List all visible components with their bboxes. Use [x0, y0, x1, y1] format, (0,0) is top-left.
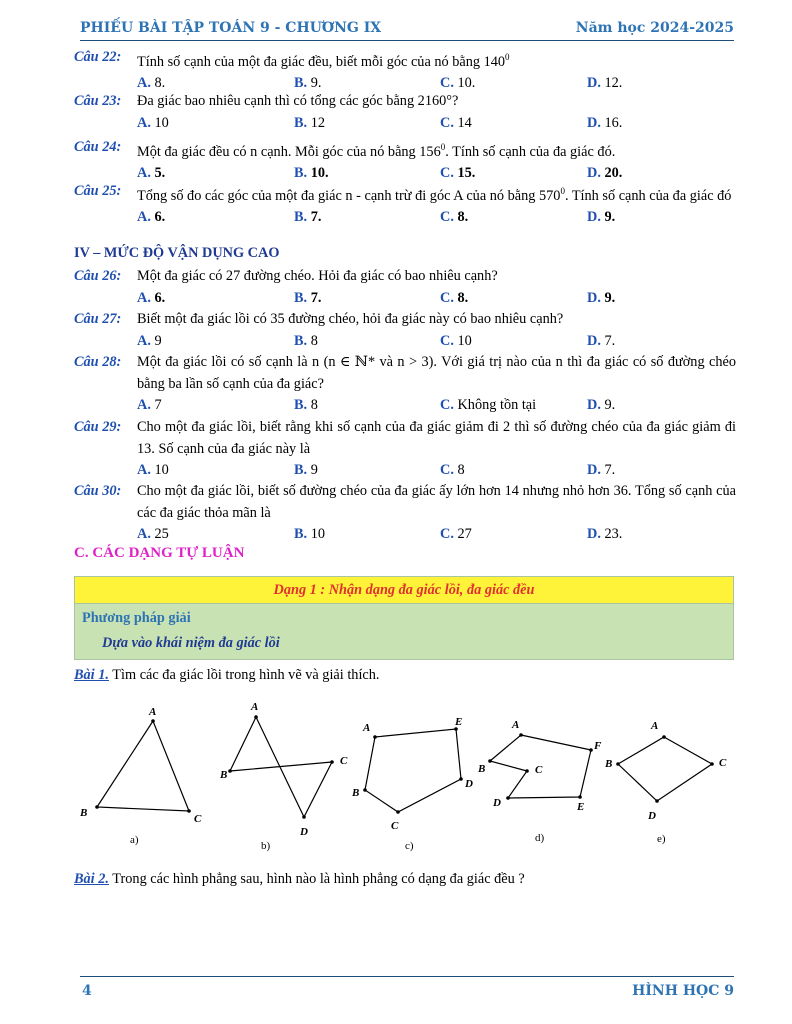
label-b-C: C	[340, 755, 348, 767]
question-label: Câu 26:	[74, 268, 122, 284]
options	[137, 395, 736, 417]
polygon-figures	[0, 695, 792, 865]
option-c: C. 15.	[440, 165, 476, 182]
label-c-D: D	[465, 778, 473, 790]
option-d: D. 7.	[587, 332, 616, 349]
option-d: D. 9.	[587, 289, 616, 306]
option-d: D. 9.	[587, 209, 616, 226]
section-heading-iv: IV – MỨC ĐỘ VẬN DỤNG CAO	[74, 245, 280, 261]
question-text: Cho một đa giác lồi, biết rằng khi số cạnh của đa giác giảm đi 2 thì số đường chéo của đa giác giảm đi 13. Số cạnh của đa giác này là	[137, 419, 736, 457]
question-25	[74, 181, 736, 229]
figure-e-quadrilateral	[618, 737, 712, 801]
option-c: C. 27	[440, 526, 472, 542]
option-a: A. 5.	[137, 165, 166, 182]
footer-subject: HÌNH HỌC 9	[632, 983, 734, 999]
question-text: Tính số cạnh của một đa giác đều, biết mỗi góc của nó bằng $140^0$	[137, 52, 510, 70]
method-heading: Phương pháp giải	[82, 610, 191, 626]
option-d: D. 12.	[587, 75, 623, 92]
option-a: A. 10	[137, 462, 169, 478]
caption-d: d)	[535, 832, 545, 844]
label-b-A: A	[251, 701, 259, 713]
question-23	[74, 91, 736, 134]
options	[137, 524, 736, 546]
question-text: Đa giác bao nhiêu cạnh thì có tổng các góc bằng 2160°?	[137, 93, 459, 109]
question-label: Câu 22:	[74, 49, 122, 65]
question-27	[74, 309, 736, 352]
dang-box	[74, 576, 734, 660]
options	[137, 288, 736, 310]
label-c-A: A	[363, 722, 371, 734]
option-c: C. 8.	[440, 289, 469, 306]
question-label: Câu 28:	[74, 354, 122, 370]
options	[137, 207, 736, 229]
figure-c-pentagon	[365, 729, 461, 812]
label-d-E: E	[577, 801, 585, 813]
label-d-C: C	[535, 764, 543, 776]
option-b: B. 8	[294, 397, 318, 413]
option-c: C. 14	[440, 114, 472, 131]
option-d: D. 9.	[587, 397, 616, 413]
option-c: C. 10	[440, 332, 472, 349]
exercise-label: Bài 2.	[74, 871, 109, 887]
option-d: D. 23.	[587, 526, 623, 542]
page-number: 4	[82, 983, 92, 999]
question-text: Biết một đa giác lồi có 35 đường chéo, hỏi đa giác này có bao nhiêu cạnh?	[137, 311, 564, 327]
option-c: C. 10.	[440, 75, 476, 92]
option-b: B. 10	[294, 526, 325, 542]
question-label: Câu 29:	[74, 419, 122, 435]
label-e-A: A	[651, 720, 659, 732]
question-29	[74, 417, 736, 482]
question-30	[74, 481, 736, 546]
exercise-1	[74, 667, 379, 684]
label-c-C: C	[391, 820, 399, 832]
option-b: B. 9	[294, 462, 318, 478]
dang-method	[75, 604, 733, 659]
question-22	[74, 47, 736, 95]
question-label: Câu 30:	[74, 483, 122, 499]
label-d-A: A	[512, 719, 520, 731]
options	[137, 113, 736, 135]
label-b-B: B	[220, 769, 228, 781]
caption-e: e)	[657, 833, 666, 845]
section-heading-c: C. CÁC DẠNG TỰ LUẬN	[74, 545, 245, 561]
question-label: Câu 27:	[74, 311, 122, 327]
label-c-E: E	[455, 716, 463, 728]
option-c: C. Không tồn tại	[440, 397, 537, 413]
option-a: A. 25	[137, 526, 169, 542]
option-d: D. 16.	[587, 114, 623, 131]
label-d-B: B	[478, 763, 486, 775]
exercise-text: Trong các hình phẳng sau, hình nào là hình phẳng có dạng đa giác đều ?	[112, 871, 525, 887]
exercise-2	[74, 871, 525, 888]
label-a-C: C	[194, 813, 202, 825]
question-text: Tổng số đo các góc của một đa giác n - cạnh trừ đi góc A của nó bằng $570^0$. Tính số cạnh của đa giác đó	[137, 186, 732, 204]
method-hint: Dựa vào khái niệm đa giác lồi	[102, 635, 280, 651]
label-d-F: F	[594, 740, 602, 752]
label-e-D: D	[648, 810, 656, 822]
option-b: B. 7.	[294, 209, 322, 226]
caption-a: a)	[130, 834, 139, 846]
figure-a-triangle	[97, 721, 189, 811]
question-28	[74, 352, 736, 417]
dang-title: Dạng 1 : Nhận dạng đa giác lồi, đa giác đều	[75, 577, 733, 604]
question-label: Câu 23:	[74, 93, 122, 109]
question-text: Một đa giác có 27 đường chéo. Hỏi đa giác có bao nhiêu cạnh?	[137, 268, 498, 284]
options	[137, 331, 736, 353]
question-26	[74, 266, 736, 309]
option-b: B. 10.	[294, 165, 329, 182]
caption-b: b)	[261, 840, 271, 852]
question-label: Câu 24:	[74, 139, 122, 155]
options	[137, 460, 736, 482]
question-24	[74, 137, 736, 185]
label-e-C: C	[719, 757, 727, 769]
caption-c: c)	[405, 840, 414, 852]
option-a: A. 6.	[137, 289, 166, 306]
figure-b-crossed-polygon	[230, 717, 332, 817]
page-footer	[80, 976, 734, 1001]
option-b: B. 7.	[294, 289, 322, 306]
label-b-D: D	[300, 826, 308, 838]
option-a: A. 9	[137, 332, 162, 349]
question-text: Cho một đa giác lồi, biết số đường chéo của đa giác ấy lớn hơn 14 nhưng nhỏ hơn 36. Tổng số cạnh của các đa giác thỏa mãn là	[137, 483, 736, 521]
label-a-A: A	[149, 706, 157, 718]
option-a: A. 6.	[137, 209, 166, 226]
label-e-B: B	[605, 758, 613, 770]
label-c-B: B	[352, 787, 360, 799]
page-header	[80, 18, 734, 41]
option-b: B. 9.	[294, 75, 322, 92]
question-text: Một đa giác lồi có số cạnh là n (n ∈ ℕ* và n > 3). Với giá trị nào của n thì đa giác có số đường chéo bằng ba lần số cạnh của đa giác?	[137, 354, 736, 392]
question-label: Câu 25:	[74, 183, 122, 199]
option-a: A. 8.	[137, 75, 166, 92]
option-d: D. 7.	[587, 462, 616, 478]
header-year: Năm học 2024-2025	[575, 20, 734, 36]
option-b: B. 8	[294, 332, 318, 349]
header-title: PHIẾU BÀI TẬP TOÁN 9 - CHƯƠNG IX	[80, 20, 382, 36]
label-d-D: D	[493, 797, 501, 809]
option-b: B. 12	[294, 114, 325, 131]
option-a: A. 7	[137, 397, 162, 413]
option-c: C. 8	[440, 462, 465, 478]
option-a: A. 10	[137, 114, 169, 131]
exercise-label: Bài 1.	[74, 667, 109, 683]
option-c: C. 8.	[440, 209, 469, 226]
question-text: Một đa giác đều có n cạnh. Mỗi góc của nó bằng $156^0$. Tính số cạnh của đa giác đó.	[137, 142, 616, 160]
label-a-B: B	[80, 807, 88, 819]
option-d: D. 20.	[587, 165, 623, 182]
exercise-text: Tìm các đa giác lồi trong hình vẽ và giải thích.	[112, 667, 380, 683]
